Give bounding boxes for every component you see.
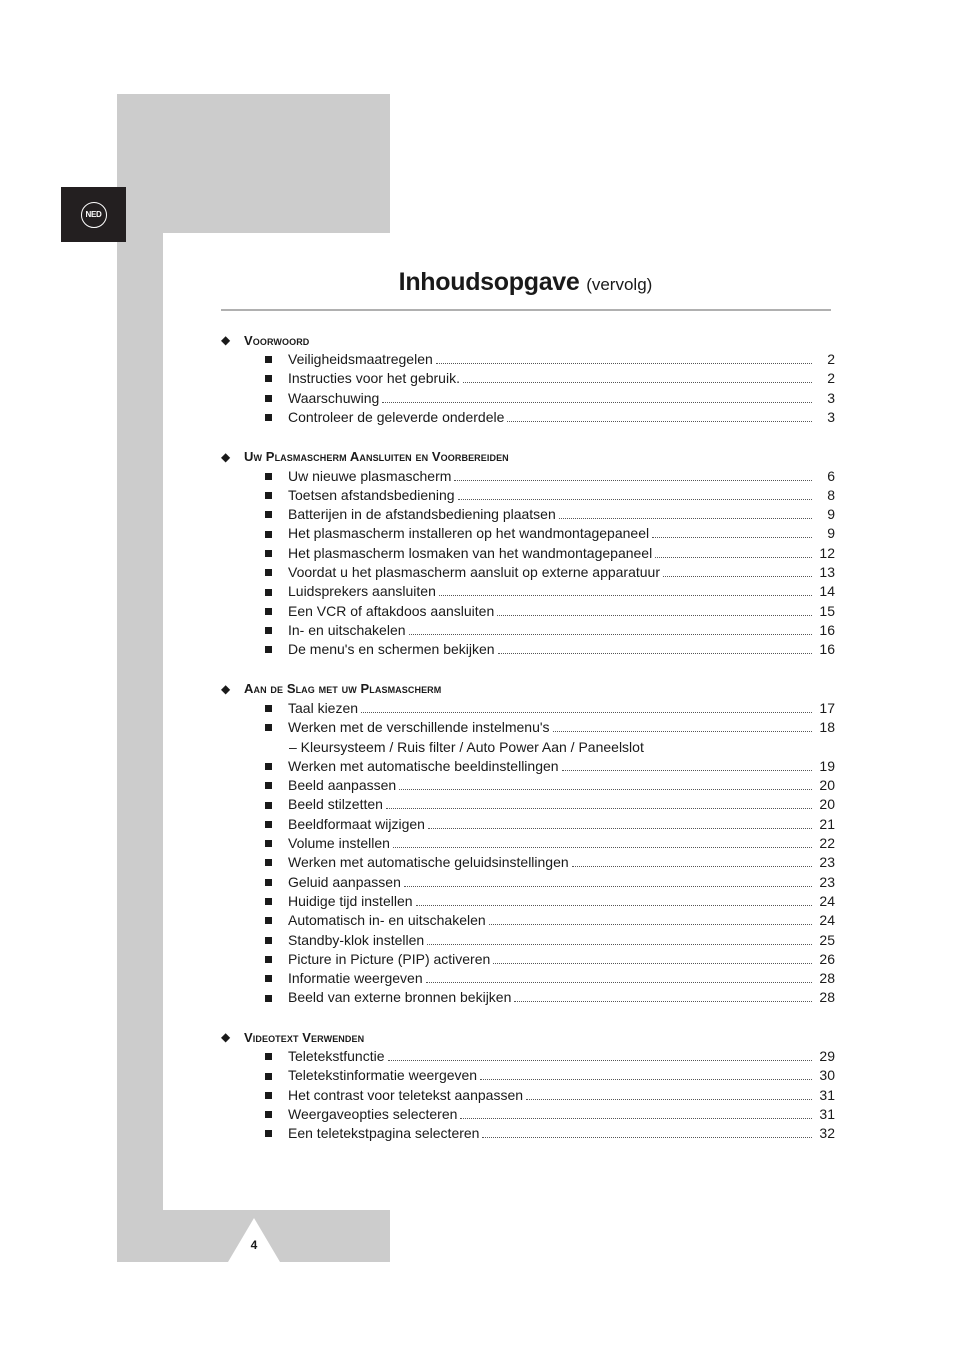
square-bullet-icon (265, 375, 275, 382)
dot-leader (655, 545, 812, 558)
diamond-bullet-icon: ◆ (221, 333, 231, 347)
toc-entry (221, 1086, 835, 1105)
toc-section (221, 1027, 835, 1143)
square-bullet-icon (265, 1073, 275, 1080)
entry-label: Beeldformaat wijzigen (288, 815, 425, 832)
section-title: Uw Plasmascherm Aansluiten en Voorbereiden (244, 449, 509, 465)
entry-page-number: 23 (819, 873, 835, 890)
toc-entry (221, 640, 835, 659)
entry-label: Luidsprekers aansluiten (288, 583, 436, 600)
square-bullet-icon (265, 550, 275, 557)
dot-leader (439, 583, 812, 596)
toc-entry (221, 467, 835, 486)
dot-leader (480, 1067, 812, 1080)
entry-page-number: 16 (819, 641, 835, 658)
dot-leader (393, 835, 812, 848)
section-heading (221, 330, 835, 350)
dot-leader (428, 816, 812, 829)
square-bullet-icon (265, 782, 275, 789)
section-heading (221, 679, 835, 699)
entry-page-number: 15 (819, 602, 835, 619)
toc-entry (221, 950, 835, 969)
section-title: Videotext Verwenden (244, 1029, 365, 1045)
toc-entry (221, 505, 835, 524)
diamond-bullet-icon: ◆ (221, 681, 231, 696)
page-title (220, 264, 831, 303)
dot-leader (507, 409, 812, 422)
section-title: Aan de Slag met uw Plasmascherm (244, 681, 442, 697)
square-bullet-icon (265, 1111, 275, 1118)
dot-leader (482, 1125, 812, 1138)
toc-entry (221, 369, 835, 388)
section-heading (221, 1027, 835, 1047)
entry-label: Informatie weergeven (288, 970, 423, 987)
entry-page-number: 2 (827, 351, 835, 367)
dot-leader (361, 700, 812, 713)
square-bullet-icon (265, 646, 275, 653)
square-bullet-icon (265, 975, 275, 982)
square-bullet-icon (265, 821, 275, 828)
entry-label: Een teletekstpagina selecteren (288, 1125, 480, 1142)
entry-label: Instructies voor het gebruik. (288, 370, 460, 387)
entry-label: In- en uitschakelen (288, 621, 406, 638)
entry-label: Het plasmascherm installeren op het wandmontagepaneel (288, 525, 650, 542)
entry-page-number: 3 (827, 389, 835, 406)
entry-label: Teletekstinformatie weergeven (288, 1067, 478, 1084)
square-bullet-icon (265, 569, 275, 576)
square-bullet-icon (265, 492, 275, 499)
entry-label: Teletekstfunctie (288, 1048, 385, 1065)
entry-page-number: 9 (827, 506, 835, 523)
square-bullet-icon (265, 531, 275, 538)
toc-section (221, 679, 835, 1008)
square-bullet-icon (265, 356, 275, 363)
entry-label: Veiligheidsmaatregelen (288, 351, 433, 367)
entry-label: Standby-klok instellen (288, 931, 425, 948)
toc-entry (221, 853, 835, 872)
entry-page-number: 16 (819, 621, 835, 638)
entry-label: Weergaveopties selecteren (288, 1105, 458, 1122)
entry-label: Voordat u het plasmascherm aansluit op externe apparatuur (288, 564, 661, 581)
square-bullet-icon (265, 802, 275, 809)
entry-label: Beeld stilzetten (288, 796, 383, 813)
dot-leader (663, 564, 812, 577)
entry-page-number: 20 (819, 796, 835, 813)
title-divider (221, 309, 831, 311)
entry-label: Batterijen in de afstandsbediening plaatsen (288, 506, 556, 523)
section-title: Voorwoord (244, 332, 310, 348)
entry-page-number: 20 (819, 777, 835, 794)
toc-section (221, 447, 835, 660)
entry-page-number: 30 (819, 1067, 835, 1084)
square-bullet-icon (265, 763, 275, 770)
square-bullet-icon (265, 511, 275, 518)
entry-label: Een VCR of aftakdoos aansluiten (288, 602, 495, 619)
toc-entry (221, 969, 835, 988)
entry-page-number: 14 (819, 583, 835, 600)
entry-page-number: 13 (819, 564, 835, 581)
language-tab (61, 187, 126, 242)
toc-entry (221, 563, 835, 582)
toc-entry (221, 602, 835, 621)
square-bullet-icon (265, 705, 275, 712)
square-bullet-icon (265, 956, 275, 963)
entry-label: Beeld van externe bronnen bekijken (288, 989, 512, 1006)
square-bullet-icon (265, 724, 275, 731)
entry-page-number: 3 (827, 408, 835, 425)
dot-leader (458, 487, 812, 500)
entry-page-number: 23 (819, 854, 835, 871)
dot-leader (388, 1048, 813, 1061)
dot-leader (416, 893, 812, 906)
dot-leader (498, 641, 812, 654)
square-bullet-icon (265, 395, 275, 402)
toc-entry (221, 873, 835, 892)
toc-entry (221, 1105, 835, 1124)
square-bullet-icon (265, 879, 275, 886)
square-bullet-icon (265, 859, 275, 866)
entry-page-number: 28 (819, 970, 835, 987)
square-bullet-icon (265, 627, 275, 634)
dot-leader (493, 951, 812, 964)
toc-entry (221, 699, 835, 718)
entry-label: Het contrast voor teletekst aanpassen (288, 1086, 524, 1103)
entry-page-number: 21 (819, 815, 835, 832)
entry-page-number: 8 (827, 486, 835, 503)
toc-entry (221, 1124, 835, 1143)
dot-leader (382, 390, 812, 403)
language-badge: NED (81, 202, 107, 228)
dot-leader (399, 777, 812, 790)
entry-page-number: 24 (819, 892, 835, 909)
diamond-bullet-icon: ◆ (221, 1030, 231, 1045)
toc-entry (221, 795, 835, 814)
toc-entry (221, 931, 835, 950)
square-bullet-icon (265, 608, 275, 615)
square-bullet-icon (265, 937, 275, 944)
entry-label: Toetsen afstandsbediening (288, 486, 455, 503)
entry-label: Waarschuwing (288, 389, 380, 406)
entry-page-number: 25 (819, 931, 835, 948)
toc-section (221, 330, 835, 427)
dot-leader (489, 912, 812, 925)
dot-leader (514, 989, 812, 1002)
toc-entry (221, 621, 835, 640)
toc-entry (221, 524, 835, 543)
entry-label: Het plasmascherm losmaken van het wandmontagepaneel (288, 544, 653, 561)
entry-page-number: 19 (819, 757, 835, 774)
toc-entry (221, 815, 835, 834)
table-of-contents (221, 330, 835, 1163)
entry-page-number: 26 (819, 950, 835, 967)
entry-page-number: 32 (819, 1125, 835, 1142)
entry-page-number: 28 (819, 989, 835, 1006)
title-sub: (vervolg) (586, 275, 653, 294)
entry-subline: – Kleursysteem / Ruis filter / Auto Power Aan / Paneelslot (289, 738, 644, 755)
entry-label: De menu's en schermen bekijken (288, 641, 495, 658)
entry-page-number: 17 (819, 699, 835, 716)
entry-label: Uw nieuwe plasmascherm (288, 467, 452, 484)
dot-leader (572, 854, 812, 867)
toc-entry (221, 776, 835, 795)
square-bullet-icon (265, 917, 275, 924)
entry-label: Beeld aanpassen (288, 777, 397, 794)
entry-label: Geluid aanpassen (288, 873, 401, 890)
entry-label: Controleer de geleverde onderdele (288, 408, 505, 425)
dot-leader (559, 506, 812, 519)
section-heading (221, 447, 835, 467)
dot-leader (409, 622, 812, 635)
dot-leader (562, 758, 812, 771)
entry-page-number: 9 (827, 525, 835, 542)
entry-page-number: 31 (819, 1105, 835, 1122)
dot-leader (454, 468, 812, 481)
square-bullet-icon (265, 1130, 275, 1137)
toc-entry (221, 718, 835, 737)
dot-leader (497, 603, 812, 616)
entry-label: Picture in Picture (PIP) activeren (288, 950, 491, 967)
square-bullet-icon (265, 1092, 275, 1099)
toc-entry (221, 582, 835, 601)
toc-entry (221, 1066, 835, 1085)
square-bullet-icon (265, 840, 275, 847)
entry-page-number: 22 (819, 835, 835, 852)
dot-leader (553, 719, 812, 732)
entry-label: Automatisch in- en uitschakelen (288, 912, 486, 929)
square-bullet-icon (265, 473, 275, 480)
square-bullet-icon (265, 898, 275, 905)
toc-entry (221, 408, 835, 427)
page-number: 4 (250, 1238, 258, 1252)
entry-page-number: 18 (819, 719, 835, 736)
dot-leader (404, 874, 812, 887)
entry-label: Huidige tijd instellen (288, 892, 413, 909)
dot-leader (427, 932, 812, 945)
toc-entry (221, 892, 835, 911)
dot-leader (652, 525, 812, 538)
entry-page-number: 31 (819, 1086, 835, 1103)
square-bullet-icon (265, 995, 275, 1002)
toc-entry (221, 911, 835, 930)
dot-leader (436, 351, 812, 364)
toc-entry (221, 389, 835, 408)
entry-page-number: 6 (827, 467, 835, 484)
toc-entry (221, 988, 835, 1007)
entry-page-number: 2 (827, 370, 835, 387)
title-main: Inhoudsopgave (398, 268, 580, 296)
entry-label: Taal kiezen (288, 699, 359, 716)
toc-entry (221, 486, 835, 505)
toc-entry (221, 350, 835, 369)
toc-entry (221, 834, 835, 853)
entry-page-number: 29 (819, 1048, 835, 1065)
entry-label: Werken met automatische beeldinstellingen (288, 757, 559, 774)
dot-leader (386, 796, 812, 809)
diamond-bullet-icon: ◆ (221, 449, 231, 464)
entry-page-number: 24 (819, 912, 835, 929)
toc-entry (221, 1047, 835, 1066)
dot-leader (426, 970, 812, 983)
square-bullet-icon (265, 589, 275, 596)
entry-label: Volume instellen (288, 835, 390, 852)
entry-label: Werken met de verschillende instelmenu's (288, 719, 550, 736)
toc-entry (221, 544, 835, 563)
square-bullet-icon (265, 1053, 275, 1060)
dot-leader (463, 370, 812, 383)
entry-page-number: 12 (819, 544, 835, 561)
dot-leader (460, 1106, 812, 1119)
entry-label: Werken met automatische geluidsinstellingen (288, 854, 569, 871)
dot-leader (526, 1087, 812, 1100)
toc-entry (221, 757, 835, 776)
square-bullet-icon (265, 414, 275, 421)
